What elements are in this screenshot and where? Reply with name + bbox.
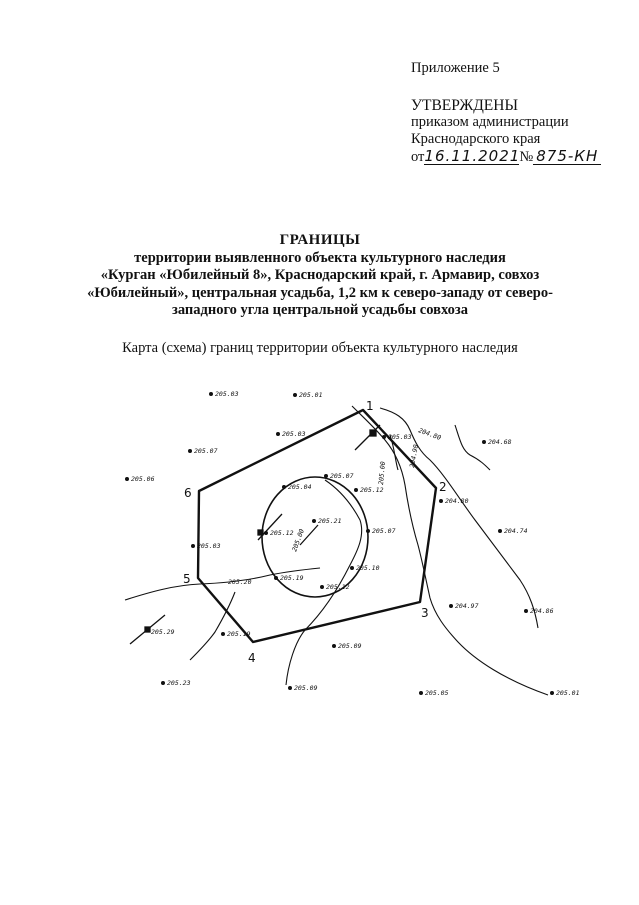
approval-block <box>411 60 631 166</box>
object-circle <box>262 477 368 597</box>
contour-label: 204.90 <box>408 443 421 469</box>
elevation-dot <box>550 691 554 695</box>
elevation-dot <box>293 393 297 397</box>
contour-line <box>125 568 320 600</box>
vertex-label-1: 1 <box>366 399 374 413</box>
contour-line <box>190 592 235 660</box>
title-main: ГРАНИЦЫ <box>279 232 361 248</box>
elevation-label: 205.06 <box>131 475 155 483</box>
elevation-dot <box>282 485 286 489</box>
elevation-label: 205.23 <box>167 679 191 687</box>
elevation-label: 204.68 <box>488 438 512 446</box>
elevation-label: 205.19 <box>227 630 251 638</box>
elevation-dot <box>264 531 268 535</box>
elevation-label: 205.12 <box>270 529 294 537</box>
elevation-dot <box>439 499 443 503</box>
survey-mark <box>370 430 376 436</box>
elevation-dot <box>354 488 358 492</box>
vertex-label-6: 6 <box>184 486 192 500</box>
contour-label: 205.00 <box>377 461 388 486</box>
vertex-label-4: 4 <box>248 651 256 665</box>
elevation-label: 205.04 <box>288 483 312 491</box>
elevation-label: 205.03 <box>215 390 239 398</box>
vertex-label-3: 3 <box>421 606 429 620</box>
contour-lines <box>125 406 548 695</box>
elevation-dot <box>188 449 192 453</box>
elevation-dot <box>366 529 370 533</box>
contour-line <box>455 425 490 470</box>
document-title <box>60 232 580 320</box>
contour-label: 205.20 <box>228 578 252 586</box>
survey-mark <box>355 425 380 450</box>
elevation-label: 205.03 <box>282 430 306 438</box>
title-line-1: территории выявленного объекта культурного наследия <box>134 249 506 266</box>
appendix-label: Приложение 5 <box>411 60 500 76</box>
elevation-dot <box>276 432 280 436</box>
elevation-label: 205.21 <box>318 517 342 525</box>
elevation-dot <box>145 628 149 632</box>
elevation-dot <box>419 691 423 695</box>
elevation-dot <box>382 435 386 439</box>
elevation-label: 205.10 <box>356 564 380 572</box>
elevation-label: 204.80 <box>445 497 469 505</box>
elevation-label: 205.12 <box>360 486 384 494</box>
map-caption: Карта (схема) границ территории объекта культурного наследия <box>122 340 518 356</box>
survey-marks <box>130 425 380 644</box>
elevation-dot <box>524 609 528 613</box>
elevation-label: 204.80 <box>417 426 443 442</box>
vertex-label-2: 2 <box>439 480 447 494</box>
elevation-label: 205.05 <box>425 689 449 697</box>
elevation-dot <box>324 474 328 478</box>
approval-line-2: Краснодарского края <box>411 131 541 147</box>
boundary-map <box>0 380 639 710</box>
elevation-dot <box>191 544 195 548</box>
elevation-label: 205.12 <box>326 583 350 591</box>
elevation-label: 205.01 <box>556 689 580 697</box>
elevation-label: 205.19 <box>280 574 304 582</box>
title-line-4: западного угла центральной усадьбы совхоза <box>172 302 468 318</box>
contour-line <box>352 406 548 695</box>
elevation-dot <box>125 477 129 481</box>
elevation-dot <box>274 576 278 580</box>
vertex-label-5: 5 <box>183 572 191 586</box>
elevation-label: 205.09 <box>294 684 318 692</box>
title-line-2: «Курган «Юбилейный 8», Краснодарский край, г. Армавир, совхоз <box>100 267 540 283</box>
elevation-label: 205.29 <box>151 628 175 636</box>
elevation-label: 205.03 <box>197 542 221 550</box>
contour-line <box>380 408 538 628</box>
survey-mark <box>258 530 263 535</box>
elevation-dot <box>320 585 324 589</box>
approval-line-1: приказом администрации <box>411 114 569 130</box>
elevation-label: 205.09 <box>338 642 362 650</box>
elevation-dot <box>161 681 165 685</box>
elevation-label: 205.01 <box>299 391 323 399</box>
elevation-dot <box>209 392 213 396</box>
number-label: № <box>519 149 534 165</box>
handwritten-date: 16.11.2021 <box>424 147 521 165</box>
elevation-points <box>125 390 580 697</box>
elevation-label: 204.86 <box>530 607 554 615</box>
approval-date-line <box>411 148 631 166</box>
elevation-dot <box>221 632 225 636</box>
elevation-dot <box>350 566 354 570</box>
elevation-label: 205.03 <box>388 433 412 441</box>
elevation-dot <box>332 644 336 648</box>
elevation-label: 204.74 <box>504 527 528 535</box>
elevation-label: 204.97 <box>455 602 479 610</box>
elevation-dot <box>498 529 502 533</box>
title-line-3: «Юбилейный», центральная усадьба, 1,2 км к северо-западу от северо- <box>87 284 553 301</box>
from-label: от <box>411 149 425 165</box>
elevation-dot <box>312 519 316 523</box>
approved-label: УТВЕРЖДЕНЫ <box>411 97 518 114</box>
elevation-dot <box>288 686 292 690</box>
elevation-dot <box>482 440 486 444</box>
elevation-label: 205.07 <box>194 447 218 455</box>
contour-label: 205.00 <box>290 527 306 553</box>
handwritten-number: 875-КН <box>533 148 601 165</box>
elevation-dot <box>449 604 453 608</box>
elevation-label: 205.07 <box>330 472 354 480</box>
elevation-label: 205.07 <box>372 527 396 535</box>
